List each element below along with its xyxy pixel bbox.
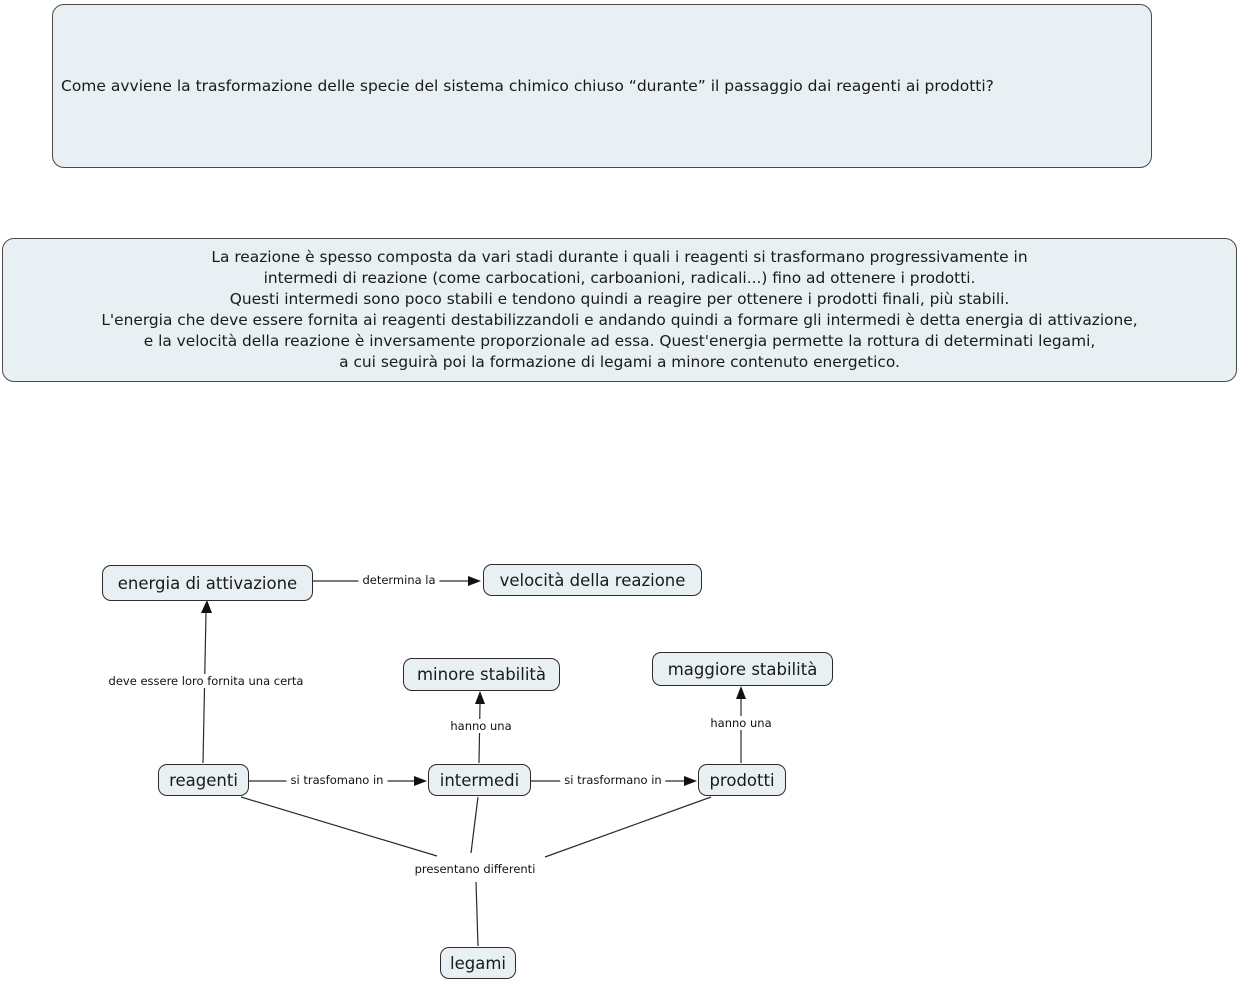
edge-label-legami — [476, 882, 478, 946]
edge-intermedi-minore — [479, 704, 480, 763]
edge-intermedi-legami — [471, 797, 478, 853]
question-text: Come avviene la trasformazione delle specie del sistema chimico chiuso “durante” il passaggio dai reagenti ai prodotti? — [61, 76, 994, 95]
arrowhead-right-icon — [684, 776, 697, 786]
edge-prodotti-legami — [545, 797, 711, 857]
edge-label-presentano-differenti: presentano differenti — [411, 862, 540, 876]
edge-label-determina-la: determina la — [358, 573, 439, 587]
node-intermedi: intermedi — [428, 764, 531, 796]
edge-reagenti-legami — [241, 797, 437, 856]
node-reagenti: reagenti — [158, 764, 249, 796]
answer-line: Questi intermedi sono poco stabili e tendono quindi a reagire per ottenere i prodotti finali, più stabili. — [229, 290, 1010, 308]
answer-line: La reazione è spesso composta da vari stadi durante i quali i reagenti si trasformano progressivamente in — [211, 248, 1028, 266]
node-minore-stabilita: minore stabilità — [403, 658, 560, 691]
node-maggiore-stabilita: maggiore stabilità — [652, 652, 833, 686]
answer-line: a cui seguirà poi la formazione di legami a minore contenuto energetico. — [339, 353, 900, 371]
node-legami: legami — [440, 947, 516, 979]
edge-label-hanno-una-minore: hanno una — [446, 719, 515, 733]
node-prodotti: prodotti — [698, 764, 786, 796]
arrowhead-up-icon — [475, 691, 485, 704]
arrowhead-right-icon — [414, 776, 427, 786]
answer-line: L'energia che deve essere fornita ai reagenti destabilizzandoli e andando quindi a formare gli intermedi è detta energia di attivazione, — [101, 311, 1138, 329]
arrowhead-right-icon — [468, 576, 481, 586]
edge-label-si-trasfomano-in: si trasfomano in — [287, 773, 388, 787]
node-velocita-della-reazione: velocità della reazione — [483, 564, 702, 596]
edge-label-hanno-una-maggiore: hanno una — [706, 716, 775, 730]
answer-line: e la velocità della reazione è inversamente proporzionale ad essa. Quest'energia permette la rottura di determinati legami, — [143, 332, 1096, 350]
edge-reagenti-energia — [203, 613, 206, 763]
answer-line: intermedi di reazione (come carbocationi, carboanioni, radicali...) fino ad ottenere i prodotti. — [263, 269, 976, 287]
edge-label-si-trasformano-in: si trasformano in — [560, 773, 665, 787]
node-energia-di-attivazione: energia di attivazione — [102, 565, 313, 601]
arrowhead-up-icon — [201, 600, 212, 613]
arrowhead-up-icon — [736, 686, 746, 699]
edge-label-deve-essere-fornita: deve essere loro fornita una certa — [105, 674, 308, 688]
